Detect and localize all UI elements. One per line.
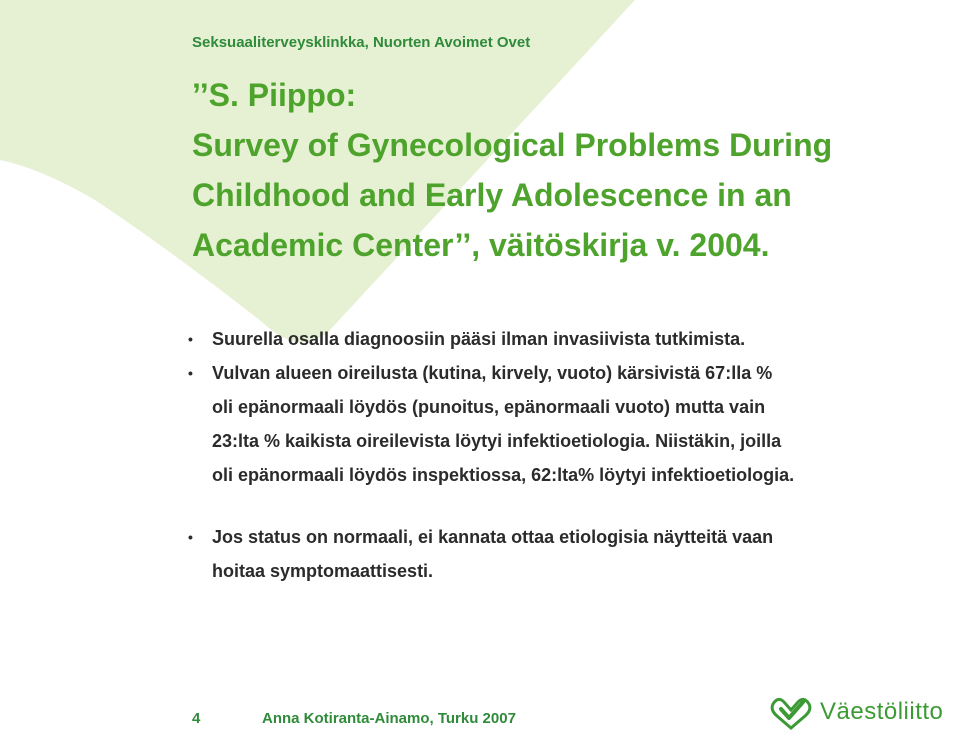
bullet-item [186, 322, 946, 356]
title-line: ’’S. Piippo: [192, 77, 357, 113]
page-number: 4 [192, 710, 201, 727]
footer-author: Anna Kotiranta-Ainamo, Turku 2007 [262, 710, 516, 727]
bullet-line: Jos status on normaali, ei kannata ottaa etiologisia näytteitä vaan [212, 527, 774, 547]
bullet-line: oli epänormaali löydös (punoitus, epänormaali vuoto) mutta vain [212, 397, 766, 417]
title-line: Survey of Gynecological Problems During [192, 127, 833, 163]
bullet-line: Vulvan alueen oireilusta (kutina, kirvely, vuoto) kärsivistä 67:lla % [212, 363, 773, 383]
title-line: Academic Center’’, väitöskirja v. 2004. [192, 227, 770, 263]
checkmark-heart-icon [770, 694, 812, 730]
bullet-line: Suurella osalla diagnoosiin pääsi ilman invasiivista tutkimista. [212, 329, 746, 349]
bullet-line: 23:lta % kaikista oireilevista löytyi infektioetiologia. Niistäkin, joilla [212, 431, 782, 451]
bullet-dot-icon: • [188, 529, 193, 545]
bullet-list [186, 322, 946, 588]
logo-text: Väestöliitto [820, 698, 944, 725]
bullet-item [186, 520, 946, 588]
bullet-line: hoitaa symptomaattisesti. [212, 561, 434, 581]
organization-header: Seksuaaliterveysklinkka, Nuorten Avoimet Ovet [192, 34, 531, 51]
slide-title [192, 70, 832, 270]
vaestoliitto-logo [770, 694, 943, 730]
bullet-line: oli epänormaali löydös inspektiossa, 62:lta% löytyi infektioetiologia. [212, 465, 795, 485]
bullet-item [186, 356, 946, 492]
title-line: Childhood and Early Adolescence in an [192, 177, 792, 213]
bullet-dot-icon: • [188, 331, 193, 347]
bullet-dot-icon: • [188, 365, 193, 381]
